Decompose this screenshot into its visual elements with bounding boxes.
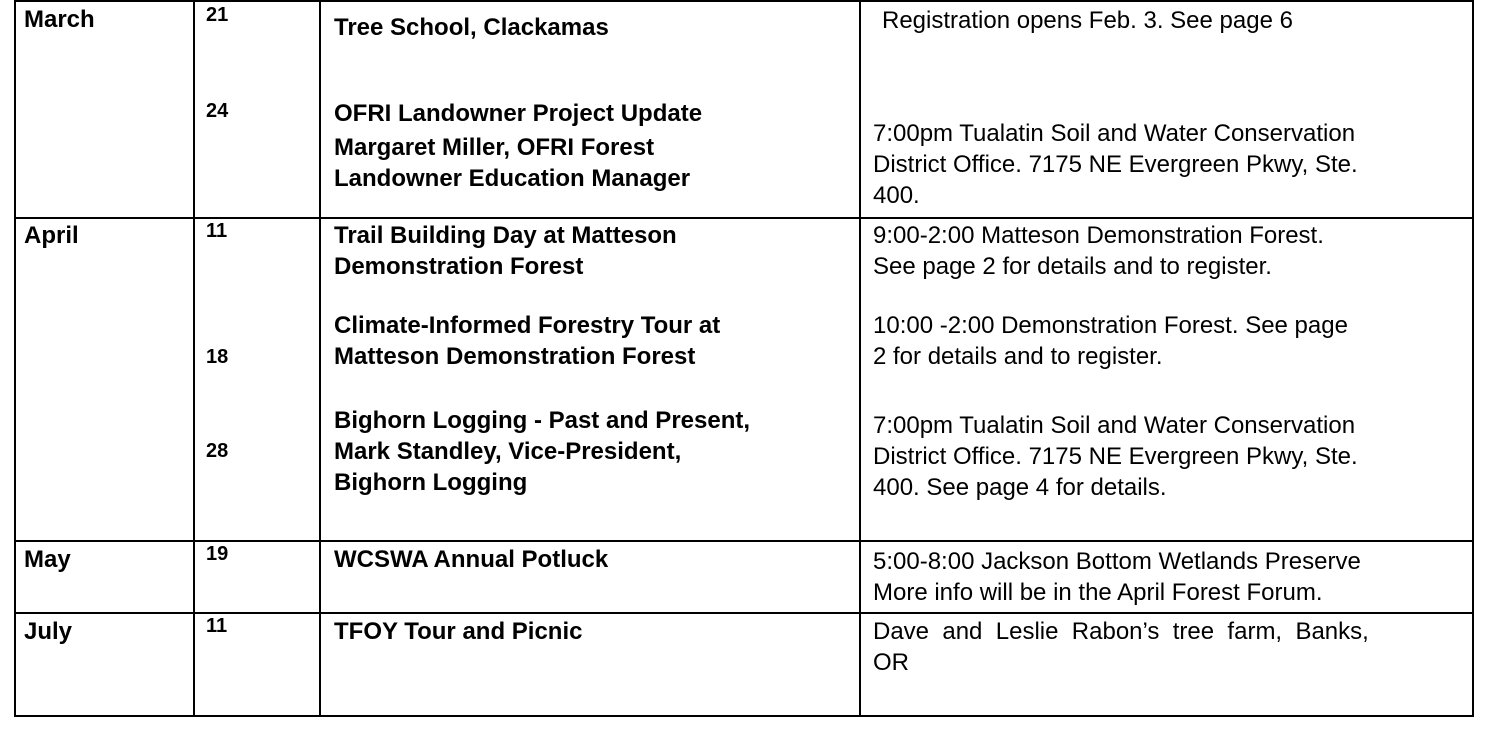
event-date: 24 [206,100,229,122]
month-label: March [24,6,95,33]
event-title: Mark Standley, Vice-President, [334,438,682,465]
row-divider-july [14,612,1474,614]
month-label: May [24,546,71,573]
event-date: 19 [206,543,229,565]
event-date: 28 [206,440,229,462]
event-date: 21 [206,4,229,26]
event-title: Margaret Miller, OFRI Forest [334,134,655,161]
event-title: Tree School, Clackamas [334,14,609,41]
event-details: 7:00pm Tualatin Soil and Water Conservation [873,120,1356,147]
event-details: OR [873,649,909,676]
event-date: 11 [206,615,228,637]
event-details: District Office. 7175 NE Evergreen Pkwy, Ste. [873,151,1358,178]
event-details: 400. [873,182,920,209]
column-divider-event [319,0,321,717]
month-label: April [24,222,79,249]
event-details: 10:00 -2:00 Demonstration Forest. See page [873,312,1348,339]
column-divider-date [193,0,195,717]
event-title: Bighorn Logging - Past and Present, [334,407,751,434]
event-title: Landowner Education Manager [334,165,691,192]
event-details: District Office. 7175 NE Evergreen Pkwy, Ste. [873,443,1358,470]
event-title: Bighorn Logging [334,469,528,496]
column-divider-details [859,0,861,717]
row-divider-may [14,540,1474,542]
event-details: See page 2 for details and to register. [873,253,1272,280]
event-details: 400. See page 4 for details. [873,474,1167,501]
event-date: 18 [206,346,229,368]
event-title: WCSWA Annual Potluck [334,546,609,573]
event-title: Trail Building Day at Matteson [334,222,677,249]
event-title: Matteson Demonstration Forest [334,343,696,370]
table-border-bottom [14,715,1474,717]
event-title: OFRI Landowner Project Update [334,100,703,127]
table-border-right [1472,0,1474,717]
event-title: Climate-Informed Forestry Tour at [334,312,721,339]
row-divider-april [14,217,1474,219]
event-details: 5:00-8:00 Jackson Bottom Wetlands Preserve [873,548,1361,575]
event-date: 11 [206,220,228,242]
table-border-top [14,0,1474,2]
table-border-left [14,0,16,717]
event-details: 9:00-2:00 Matteson Demonstration Forest. [873,222,1324,249]
events-schedule-table [14,0,1474,743]
event-details: 2 for details and to register. [873,343,1163,370]
event-details: More info will be in the April Forest Forum. [873,579,1323,606]
month-label: July [24,618,73,645]
event-details: Dave and Leslie Rabon’s tree farm, Banks, [873,618,1369,645]
event-title: TFOY Tour and Picnic [334,618,583,645]
event-title: Demonstration Forest [334,253,584,280]
event-details: 7:00pm Tualatin Soil and Water Conservation [873,412,1356,439]
event-details: Registration opens Feb. 3. See page 6 [882,7,1293,34]
